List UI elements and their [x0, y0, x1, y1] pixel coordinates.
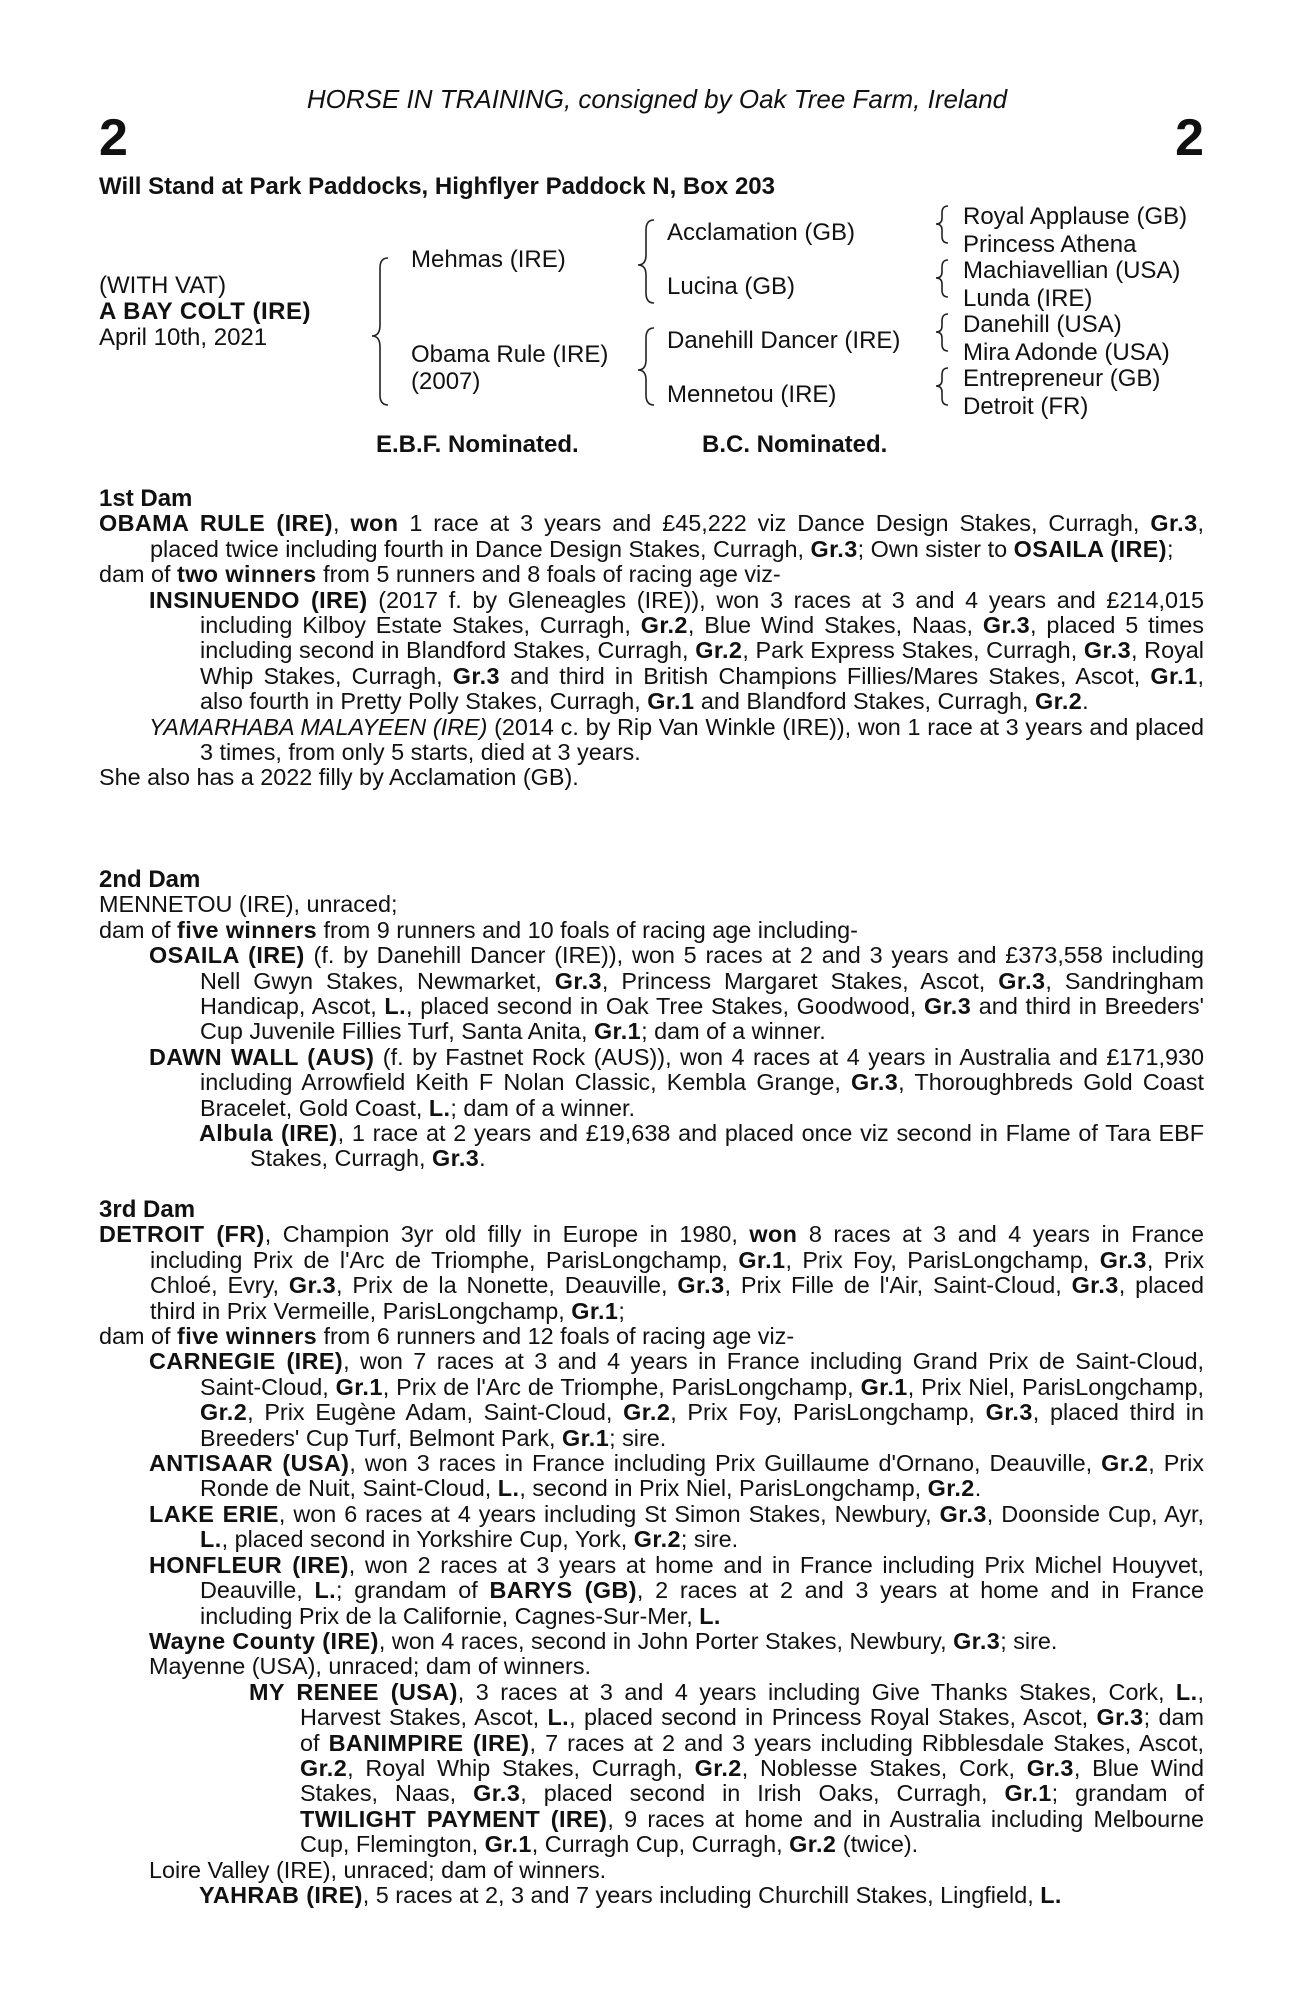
text-run: , won 6 races at 4 years including St Simon Stakes, Newbury, — [278, 1500, 940, 1527]
text-run: ; — [618, 1297, 625, 1324]
bold-text: L. — [428, 1094, 451, 1121]
text-run: , Prix Foy, ParisLongchamp, — [670, 1399, 986, 1426]
text-run: MENNETOU (IRE), unraced; — [99, 891, 398, 918]
produce-entry — [99, 715, 1204, 766]
text-run: , Prix Fille de l'Air, Saint-Cloud, — [724, 1272, 1072, 1299]
produce-entry — [99, 1349, 1204, 1451]
text-run: from 6 runners and 12 foals of racing age viz- — [317, 1323, 795, 1350]
dam-dam: Mennetou (IRE) — [667, 381, 837, 408]
text-run: and third in British Champions Fillies/Mares Stakes, Ascot, — [499, 662, 1151, 689]
bold-text: Gr.2 — [623, 1399, 671, 1426]
text-run: , Prix Chloé, Evry, — [150, 1246, 1205, 1299]
grandparent-3: Machiavellian (USA) — [963, 257, 1181, 284]
bold-text: Gr.3 — [851, 1069, 899, 1096]
second-dam-section — [99, 867, 1204, 1172]
bold-text: Gr.2 — [640, 612, 688, 639]
produce-entry — [99, 588, 1204, 715]
second-dam-produce-summary — [99, 918, 1204, 943]
bold-text: TWILIGHT PAYMENT (IRE) — [300, 1805, 608, 1832]
produce-entry — [99, 1451, 1204, 1502]
text-run: ; sire. — [680, 1526, 739, 1553]
text-run: , Prix Ronde de Nuit, Saint-Cloud, — [200, 1450, 1204, 1502]
text-run: from 9 runners and 10 foals of racing age including- — [317, 916, 858, 943]
bold-text: DAWN WALL (AUS) — [149, 1043, 375, 1070]
grandparent-7: Entrepreneur (GB) — [963, 365, 1161, 392]
text-run: ; — [1166, 535, 1174, 562]
text-run: Loire Valley (IRE), unraced; dam of winners. — [149, 1856, 607, 1883]
text-run: (2017 f. by Gleneagles (IRE)), won 3 races at 3 and 4 years and £214,015 including Kilboy Estate Stakes, Curragh, — [200, 586, 1204, 639]
produce-entry — [99, 1045, 1204, 1121]
bold-text: Gr.3 — [1096, 1704, 1144, 1731]
text-run: , 1 race at 2 years and £19,638 and placed once viz second in Flame of Tara EBF Stakes, Curragh, — [250, 1120, 1205, 1172]
text-run: , Royal Whip Stakes, Curragh, — [347, 1754, 695, 1781]
grandparent-6: Mira Adonde (USA) — [963, 339, 1170, 366]
text-run: , placed 5 times including second in Blandford Stakes, Curragh, — [200, 612, 1204, 664]
dam-year: (2007) — [411, 368, 481, 395]
bold-text: Gr.3 — [1083, 637, 1131, 664]
text-run: , 3 races at 3 and 4 years including Give Thanks Stakes, Cork, — [457, 1678, 1176, 1705]
grandparent-4: Lunda (IRE) — [963, 285, 1093, 312]
bold-text: Gr.2 — [695, 637, 743, 664]
text-run: , Doonside Cup, Ayr, — [986, 1500, 1204, 1527]
produce-entry — [99, 1680, 1204, 1858]
text-run: , placed second in Princess Royal Stakes, Ascot, — [569, 1704, 1097, 1731]
bold-text: ANTISAAR (USA) — [149, 1450, 350, 1477]
bold-text: Gr.1 — [647, 688, 695, 715]
bold-text: Gr.3 — [554, 967, 602, 994]
bold-text: Gr.3 — [810, 535, 858, 562]
bold-text: Gr.3 — [473, 1780, 521, 1807]
produce-entry — [99, 1629, 1204, 1654]
text-run: dam of — [99, 916, 178, 943]
third-dam-section — [99, 1197, 1204, 1908]
text-run: , placed second in Irish Oaks, Curragh, — [520, 1780, 1005, 1807]
text-run: , Champion 3yr old filly in Europe in 1980, — [264, 1221, 750, 1248]
produce-entry — [99, 1553, 1204, 1629]
text-run: , placed twice including fourth in Dance Design Stakes, Curragh, — [150, 510, 1204, 562]
grandparent-5: Danehill (USA) — [963, 311, 1122, 338]
bold-text: Gr.1 — [335, 1373, 383, 1400]
sire-dam: Lucina (GB) — [667, 273, 796, 300]
text-run: , Prix Eugène Adam, Saint-Cloud, — [247, 1399, 624, 1426]
text-run: , Park Express Stakes, Curragh, — [742, 637, 1084, 664]
bc-nomination: B.C. Nominated. — [702, 431, 888, 458]
text-run: (f. by Fastnet Rock (AUS)), won 4 races at 4 years in Australia and £171,930 including Arrowfield Keith F Nolan Classic, Kembla Grange, — [200, 1043, 1204, 1096]
first-dam-heading: 1st Dam — [99, 485, 193, 512]
bold-text: Gr.1 — [484, 1831, 532, 1858]
text-run: (twice). — [836, 1831, 919, 1858]
bold-text: Gr.2 — [1035, 688, 1083, 715]
bold-text: Gr.1 — [860, 1373, 908, 1400]
italic-text: YAMARHABA MALAYEEN (IRE) — [149, 713, 488, 740]
text-run: , 7 races at 2 and 3 years including Ribblesdale Stakes, Ascot, — [529, 1729, 1205, 1756]
text-run: , placed second in Oak Tree Stakes, Goodwood, — [406, 993, 924, 1020]
bold-text: OSAILA (IRE) — [149, 942, 305, 969]
ebf-nomination: E.B.F. Nominated. — [376, 431, 579, 458]
bold-text: YAHRAB (IRE) — [199, 1881, 363, 1908]
text-run: . — [1082, 688, 1089, 715]
second-dam-heading: 2nd Dam — [99, 866, 201, 893]
first-dam-produce-summary — [99, 562, 1204, 587]
text-run: (f. by Danehill Dancer (IRE)), won 5 races at 2 and 3 years and £373,558 including Nell Gwyn Stakes, Newmarket, — [200, 942, 1204, 994]
produce-entry — [99, 1502, 1204, 1553]
lot-number-right: 2 — [1175, 109, 1204, 167]
text-run: dam of — [99, 561, 178, 588]
vat-note: (WITH VAT) — [99, 272, 227, 299]
text-run: , 9 races at home and in Australia including Melbourne Cup, Flemington, — [300, 1805, 1204, 1858]
bold-text: Gr.3 — [1099, 1246, 1147, 1273]
text-run: , 5 races at 2, 3 and 7 years including Churchill Stakes, Lingfield, — [362, 1881, 1041, 1908]
bold-text: OSAILA (IRE) — [1013, 535, 1167, 562]
text-run: , Sandringham Handicap, Ascot, — [200, 967, 1204, 1020]
text-run: and Blandford Stakes, Curragh, — [694, 688, 1036, 715]
bold-text: Gr.3 — [939, 1500, 987, 1527]
text-run: . — [479, 1145, 486, 1172]
bold-text: L. — [1040, 1881, 1062, 1908]
bold-text: L. — [1175, 1678, 1198, 1705]
bold-text: Gr.3 — [677, 1272, 725, 1299]
bold-text: Albula (IRE) — [199, 1120, 338, 1147]
text-run: , Princess Margaret Stakes, Ascot, — [601, 967, 999, 994]
bold-text: OBAMA RULE (IRE) — [99, 510, 333, 537]
bold-text: Gr.2 — [927, 1475, 975, 1502]
bold-text: L. — [200, 1526, 222, 1553]
text-run: , Harvest Stakes, Ascot, — [300, 1678, 1204, 1731]
bold-text: Gr.1 — [571, 1297, 619, 1324]
bold-text: L. — [314, 1577, 337, 1604]
text-run: , also fourth in Pretty Polly Stakes, Curragh, — [200, 662, 1204, 715]
bold-text: Gr.3 — [953, 1627, 1001, 1654]
text-run: , Curragh Cup, Curragh, — [531, 1831, 790, 1858]
text-run: Mayenne (USA), unraced; dam of winners. — [149, 1653, 592, 1680]
text-run: dam of — [99, 1323, 178, 1350]
bold-text: Gr.2 — [1101, 1450, 1149, 1477]
produce-entry — [99, 943, 1204, 1045]
bold-text: five winners — [177, 916, 318, 943]
produce-entry — [99, 1654, 1204, 1679]
text-run: , Royal Whip Stakes, Curragh, — [200, 637, 1204, 689]
grandparent-1: Royal Applause (GB) — [963, 203, 1188, 230]
bold-text: INSINUENDO (IRE) — [149, 586, 368, 613]
bold-text: L. — [497, 1475, 520, 1502]
bold-text: Gr.2 — [300, 1754, 348, 1781]
bold-text: Gr.2 — [694, 1754, 742, 1781]
text-run: ; Own sister to — [857, 535, 1014, 562]
produce-entry — [99, 1883, 1204, 1908]
text-run: , 2 races at 2 and 3 years at home and in France including Prix de la Californie, Cagnes-Sur-Mer, — [200, 1577, 1204, 1629]
sire: Mehmas (IRE) — [411, 246, 566, 273]
text-run: 8 races at 3 and 4 years in France including Prix de l'Arc de Triomphe, ParisLongchamp, — [150, 1221, 1204, 1273]
bold-text: won — [350, 510, 399, 537]
second-dam-record — [99, 892, 1204, 917]
grandparent-8: Detroit (FR) — [963, 393, 1089, 420]
text-run: She also has a 2022 filly by Acclamation (GB). — [99, 764, 579, 791]
bold-text: five winners — [177, 1323, 318, 1350]
bold-text: CARNEGIE (IRE) — [149, 1348, 344, 1375]
grandparent-2: Princess Athena — [963, 231, 1137, 258]
foaling-date: April 10th, 2021 — [99, 324, 268, 351]
horse-name: A BAY COLT (IRE) — [99, 298, 312, 325]
bold-text: Gr.1 — [593, 1018, 642, 1045]
lot-number-left: 2 — [99, 109, 128, 167]
text-run: , won 2 races at 3 years at home and in France including Prix Michel Houyvet, Deauville, — [200, 1551, 1204, 1604]
text-run: , won 7 races at 3 and 4 years in France including Grand Prix de Saint-Cloud, Saint-Cloud, — [200, 1348, 1205, 1400]
bold-text: LAKE ERIE — [149, 1500, 279, 1527]
third-dam-record — [99, 1222, 1204, 1324]
text-run: ; grandam of — [1051, 1780, 1204, 1807]
stand-location: Will Stand at Park Paddocks, Highflyer Paddock N, Box 203 — [99, 173, 775, 200]
text-run: , Blue Wind Stakes, Naas, — [687, 612, 983, 639]
text-run: , Prix Niel, ParisLongchamp, — [907, 1373, 1204, 1400]
bold-text: Gr.1 — [738, 1246, 786, 1273]
bold-text: Gr.3 — [985, 1399, 1033, 1426]
dam-sire: Danehill Dancer (IRE) — [667, 327, 901, 354]
page-header: HORSE IN TRAINING, consigned by Oak Tree Farm, Ireland — [306, 84, 1008, 114]
third-dam-produce-summary — [99, 1324, 1204, 1349]
bold-text: Gr.3 — [923, 993, 972, 1020]
text-run: ; sire. — [609, 1424, 667, 1451]
bold-text: Gr.3 — [982, 612, 1031, 639]
text-run: , Blue Wind Stakes, Naas, — [300, 1754, 1204, 1807]
produce-entry — [99, 1121, 1204, 1172]
text-run: . — [974, 1475, 982, 1502]
text-run: ; grandam of — [336, 1577, 490, 1604]
first-dam-section — [99, 486, 1204, 791]
text-run: , placed third in Prix Vermeille, ParisLongchamp, — [150, 1272, 1204, 1324]
first-dam-record — [99, 511, 1204, 562]
text-run: , second in Prix Niel, ParisLongchamp, — [519, 1475, 928, 1502]
text-run: , Prix Foy, ParisLongchamp, — [785, 1246, 1100, 1273]
bold-text: BARYS (GB) — [489, 1577, 637, 1604]
text-run: , won 3 races in France including Prix Guillaume d'Ornano, Deauville, — [349, 1450, 1102, 1477]
text-run: , Prix de l'Arc de Triomphe, ParisLongchamp, — [382, 1373, 861, 1400]
text-run: , won 4 races, second in John Porter Stakes, Newbury, — [378, 1627, 954, 1654]
bold-text: Gr.2 — [789, 1831, 837, 1858]
produce-entry — [99, 1858, 1204, 1883]
text-run: , Noblesse Stakes, Cork, — [741, 1754, 1027, 1781]
bold-text: Gr.3 — [1071, 1272, 1119, 1299]
bold-text: Gr.3 — [998, 967, 1046, 994]
text-run: , — [333, 510, 351, 537]
bold-text: Gr.1 — [1150, 662, 1198, 689]
bold-text: Gr.2 — [200, 1399, 248, 1426]
bold-text: DETROIT (FR) — [99, 1221, 265, 1248]
bold-text: Gr.1 — [561, 1424, 610, 1451]
sire-sire: Acclamation (GB) — [667, 219, 856, 246]
first-dam-note — [99, 765, 1204, 790]
text-run: , placed third in Breeders' Cup Turf, Belmont Park, — [200, 1399, 1204, 1451]
bold-text: Gr.2 — [633, 1526, 681, 1553]
bold-text: two winners — [177, 561, 317, 588]
bold-text: L. — [384, 993, 407, 1020]
text-run: , placed second in Yorkshire Cup, York, — [221, 1526, 634, 1553]
bold-text: BANIMPIRE (IRE) — [328, 1729, 530, 1756]
text-run: , Prix de la Nonette, Deauville, — [336, 1272, 678, 1299]
bold-text: L. — [547, 1704, 570, 1731]
bold-text: Gr.3 — [288, 1272, 337, 1299]
bold-text: HONFLEUR (IRE) — [149, 1551, 349, 1578]
bold-text: Gr.1 — [1004, 1780, 1052, 1807]
text-run: , Thoroughbreds Gold Coast Bracelet, Gold Coast, — [200, 1069, 1204, 1121]
text-run: ; dam of a winner. — [450, 1094, 636, 1121]
bold-text: MY RENEE (USA) — [249, 1678, 458, 1705]
text-run: ; dam of — [300, 1704, 1204, 1756]
text-run: (2014 c. by Rip Van Winkle (IRE)), won 1 race at 3 years and placed 3 times, from only 5 starts, died at 3 years. — [200, 713, 1204, 766]
bold-text: Gr.3 — [1026, 1754, 1074, 1781]
bold-text: Gr.3 — [1150, 510, 1198, 537]
bold-text: L. — [699, 1602, 721, 1629]
bold-text: Gr.3 — [432, 1145, 480, 1172]
text-run: 1 race at 3 years and £45,222 viz Dance Design Stakes, Curragh, — [398, 510, 1151, 537]
text-run: from 5 runners and 8 foals of racing age viz- — [316, 561, 781, 588]
bold-text: won — [749, 1221, 798, 1248]
text-run: and third in Breeders' Cup Juvenile Fillies Turf, Santa Anita, — [200, 993, 1204, 1045]
bold-text: Gr.3 — [452, 662, 500, 689]
text-run: ; sire. — [1000, 1627, 1058, 1654]
bold-text: Wayne County (IRE) — [149, 1627, 379, 1654]
text-run: ; dam of a winner. — [641, 1018, 826, 1045]
dam: Obama Rule (IRE) — [411, 341, 609, 368]
third-dam-heading: 3rd Dam — [99, 1196, 196, 1223]
